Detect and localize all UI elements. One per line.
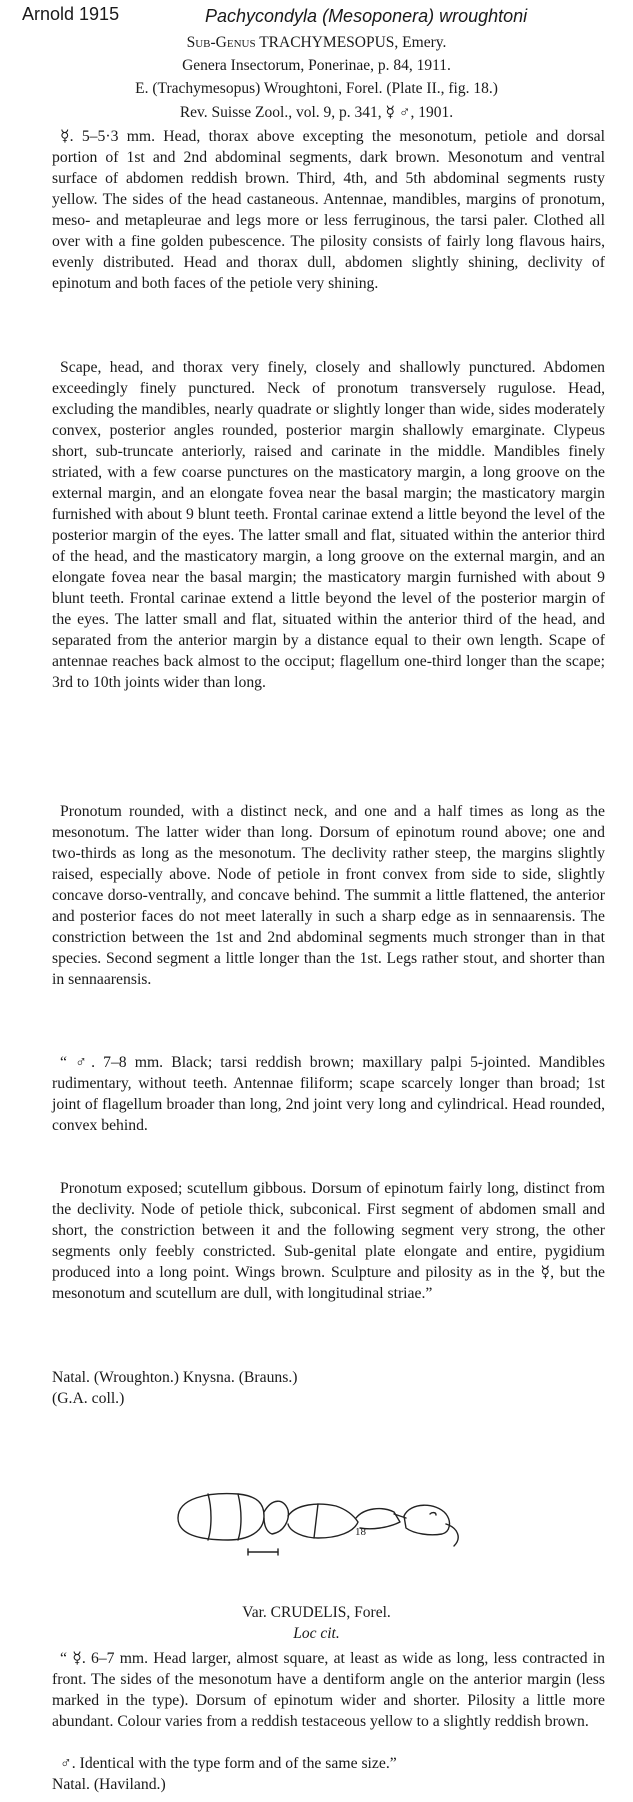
variety-locality-line: Natal. (Haviland.) (52, 1776, 166, 1793)
sculpture-paragraph: Scape, head, and thorax very finely, closely and shallowly punctured. Abdomen exceedingly finely punctured. Neck of pronotum transversely rugulose. Head, excluding the mandibles, nearly quadrate or slightly longer than wide, sides moderately convex, posterior angles rounded, posterior margin shallowly emarginate. Clypeus short, sub-truncate anteriorly, raised and carinate in the middle. Mandibles finely striated, with a few coarse punctures on the masticatory margin, a long groove on the external margin, and an elongate fovea near the basal margin; the masticatory margin furnished with about 9 blunt teeth. Frontal carinae extend a little beyond the level of the posterior margin of the eyes. The latter small and flat, situated within the anterior third of the head, and the masticatory margin, a long groove on the external margin, and an elongate fovea near the basal margin; the masticatory margin furnished with about 9 blunt teeth. Frontal carinae extend a little beyond the level of the posterior margin of the eyes. The latter small and flat, situated within the anterior third of the head, and separated from the anterior margin by a distance equal to their own length. Scape of antennae reaches back almost to the occiput; flagellum one-third longer than the scape; 3rd to 10th joints wider than long. (52, 359, 605, 691)
species-header: Pachycondyla (Mesoponera) wroughtoni (205, 6, 528, 26)
worker-description-paragraph: ☿. 5–5·3 mm. Head, thorax above excepting the mesonotum, petiole and dorsal portion of 1st and 2nd abdominal segments, dark brown. Mesonotum and ventral surface of abdomen reddish brown. Third, 4th, and 5th abdominal segments rusty yellow. The sides of the head castaneous. Antennae, mandibles, margins of pronotum, meso- and metapleurae and legs more or less ferruginous, the tarsi paler. Clothed all over with a fine golden pubescence. The pilosity consists of fairly long flavous hairs, evenly distributed. Head and thorax dull, abdomen slightly shining, declivity of epinotum and both faces of the petiole very shining. (52, 128, 605, 292)
author-year-header: Arnold 1915 (22, 4, 120, 24)
male-thorax-paragraph: Pronotum exposed; scutellum gibbous. Dorsum of epinotum fairly long, distinct from the declivity. Node of petiole thick, subconical. First segment of abdomen small and short, the constriction between it and the following segment very strong, the other segments only feebly constricted. Sub-genital plate elongate and entire, pygidium produced into a long point. Wings brown. Sculpture and pilosity as in the ☿, but the mesonotum and scutellum are dull, with longitudinal striae.” (52, 1180, 605, 1302)
collection-line: (G.A. coll.) (52, 1390, 125, 1407)
genera-reference: Genera Insectorum, Ponerinae, p. 84, 1911. (182, 57, 451, 74)
variety-subtitle: Loc cit. (293, 1625, 340, 1642)
variety-title: Var. CRUDELIS, Forel. (242, 1604, 391, 1621)
figure-number: 18 (355, 1526, 366, 1538)
species-reference: E. (Trachymesopus) Wroughtoni, Forel. (Plate II., fig. 18.) (135, 80, 498, 97)
revue-reference: Rev. Suisse Zool., vol. 9, p. 341, ☿ ♂, 1901. (179, 104, 454, 121)
variety-worker-paragraph: “ ☿. 6–7 mm. Head larger, almost square, at least as wide as long, less contracted in front. The sides of the mesonotum have a dentiform angle on the anterior margin (less marked in the type). Dorsum of epinotum wider and shorter. Pilosity a little more abundant. Colour varies from a reddish testaceous yellow to a slightly reddish brown. (52, 1650, 605, 1730)
ant-figure (168, 1488, 468, 1558)
subgenus-line (0, 34, 633, 52)
subgenus-name: TRACHYMESOPUS, Emery. (259, 34, 447, 51)
locality-line: Natal. (Wroughton.) Knysna. (Brauns.) (52, 1369, 298, 1386)
thorax-paragraph: Pronotum rounded, with a distinct neck, and one and a half times as long as the mesonotum. The latter wider than long. Dorsum of epinotum round above; one and two-thirds as long as the mesonotum. The declivity rather steep, the margins slightly raised, especially above. Node of petiole in front convex from side to side, slightly concave dorso-ventrally, and concave behind. The summit a little flattened, the anterior and posterior faces do not meet laterally in such a sharp edge as in sennaarensis. The constriction between the 1st and 2nd abdominal segments much stronger than in that species. Second segment a little longer than the 1st. Legs rather stout, and shorter than in sennaarensis. (52, 803, 605, 988)
variety-male-paragraph: ♂. Identical with the type form and of the same size.” (60, 1755, 397, 1772)
subgenus-label: Sub-Genus (186, 34, 256, 51)
male-description-paragraph: “ ♂. 7–8 mm. Black; tarsi reddish brown; maxillary palpi 5-jointed. Mandibles rudimentary, without teeth. Antennae filiform; scape scarcely longer than broad; 1st joint of flagellum broader than long, 2nd joint very long and cylindrical. Head rounded, convex behind. (52, 1054, 605, 1134)
